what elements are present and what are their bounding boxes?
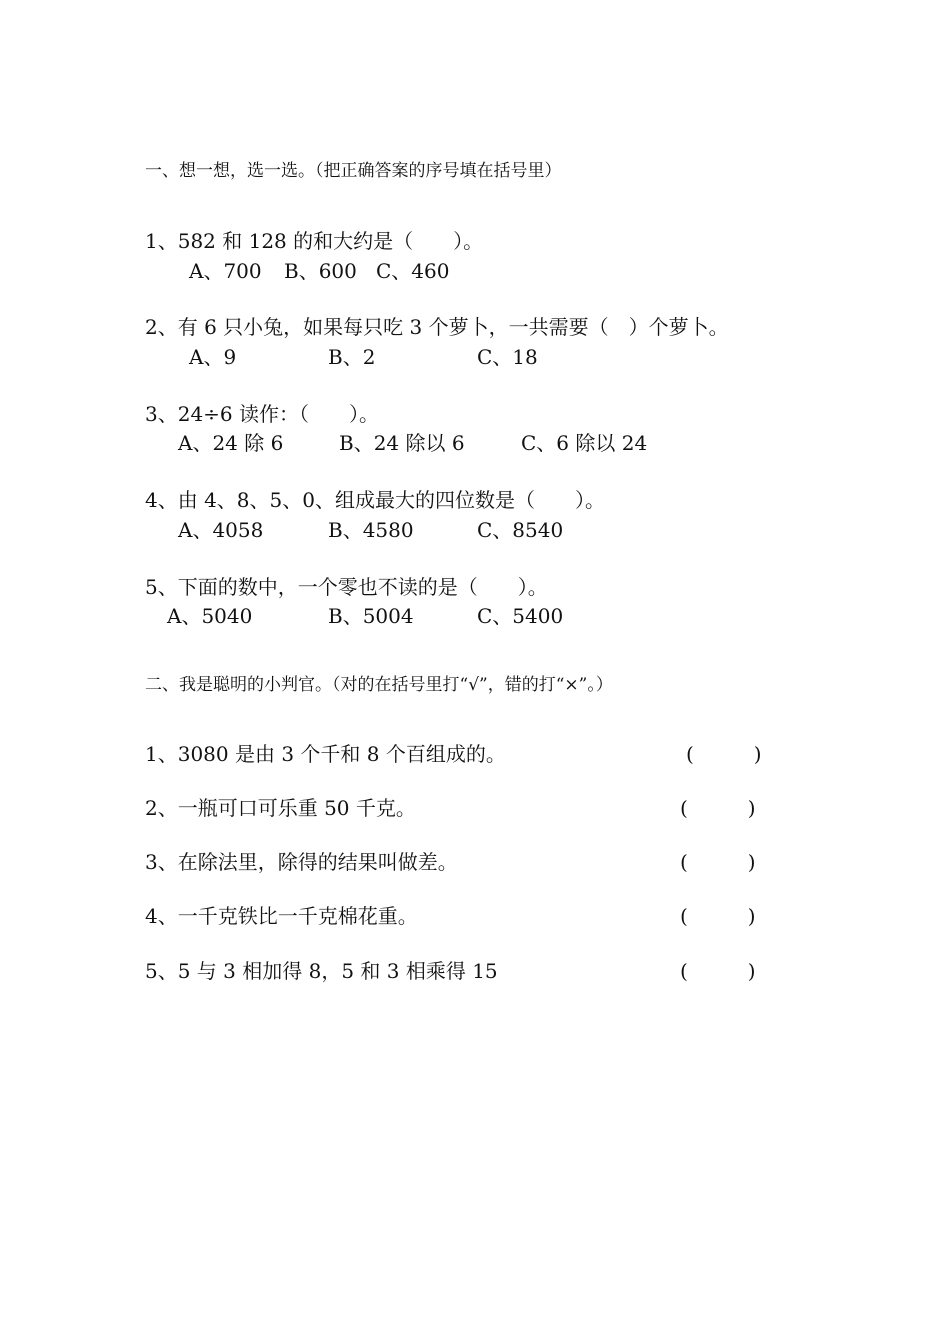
- question-5-text: 5、下面的数中，一个零也不读的是（ ）。: [145, 575, 548, 599]
- statement-2-text: 2、一瓶可口可乐重 50 千克。: [145, 796, 416, 820]
- question-4-option-a: A、4058: [178, 518, 264, 542]
- statement-4-answer-blank[interactable]: ( ): [680, 904, 756, 928]
- question-3-option-a: A、24 除 6: [178, 431, 284, 455]
- question-5-option-b: B、5004: [328, 604, 414, 628]
- question-2-text: 2、有 6 只小兔，如果每只吃 3 个萝卜，一共需要（ ）个萝卜。: [145, 315, 729, 339]
- question-1-option-b: B、600: [284, 259, 357, 283]
- question-5-option-c: C、5400: [477, 604, 564, 628]
- question-2-option-a: A、9: [189, 345, 237, 369]
- statement-3-text: 3、在除法里，除得的结果叫做差。: [145, 850, 458, 874]
- statement-5-text: 5、5 与 3 相加得 8，5 和 3 相乘得 15: [145, 959, 498, 983]
- section-two-title: 二、我是聪明的小判官。（对的在括号里打“√”，错的打“×”。）: [145, 675, 613, 695]
- question-4-text: 4、由 4、8、5、0、组成最大的四位数是（ ）。: [145, 488, 605, 512]
- question-3-option-b: B、24 除以 6: [339, 431, 465, 455]
- question-1-option-c: C、460: [376, 259, 450, 283]
- question-4-option-c: C、8540: [477, 518, 564, 542]
- question-3-option-c: C、6 除以 24: [521, 431, 648, 455]
- question-2-option-c: C、18: [477, 345, 538, 369]
- statement-1-text: 1、3080 是由 3 个千和 8 个百组成的。: [145, 742, 506, 766]
- question-2-option-b: B、2: [328, 345, 376, 369]
- question-4-option-b: B、4580: [328, 518, 414, 542]
- statement-2-answer-blank[interactable]: ( ): [680, 796, 756, 820]
- question-5-option-a: A、5040: [167, 604, 253, 628]
- section-one-title: 一、想一想，选一选。（把正确答案的序号填在括号里）: [145, 161, 562, 181]
- question-1-text: 1、582 和 128 的和大约是（ ）。: [145, 229, 484, 253]
- question-1-option-a: A、700: [189, 259, 262, 283]
- statement-3-answer-blank[interactable]: ( ): [680, 850, 756, 874]
- question-3-text: 3、24÷6 读作：（ ）。: [145, 402, 380, 426]
- statement-4-text: 4、一千克铁比一千克棉花重。: [145, 904, 418, 928]
- statement-5-answer-blank[interactable]: ( ): [680, 959, 756, 983]
- statement-1-answer-blank[interactable]: ( ): [686, 742, 762, 766]
